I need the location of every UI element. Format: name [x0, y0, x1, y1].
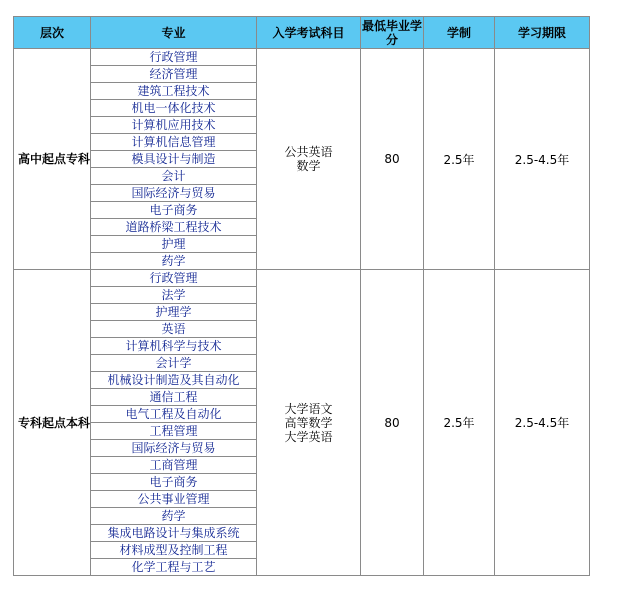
major-item: 法学	[91, 287, 256, 304]
level-cell: 专科起点本科	[14, 270, 91, 576]
header-row	[14, 17, 590, 49]
header-exam-subjects: 入学考试科目	[257, 17, 361, 49]
major-item: 机械设计制造及其自动化	[91, 372, 256, 389]
major-item: 英语	[91, 321, 256, 338]
duration-cell: 2.5年	[424, 270, 495, 576]
major-item: 化学工程与工艺	[131, 560, 216, 574]
major-item: 经济管理	[91, 66, 256, 83]
major-item: 国际经济与贸易	[91, 185, 256, 202]
min-credits-cell: 80	[361, 49, 424, 270]
major-item: 工商管理	[91, 457, 256, 474]
header-major: 专业	[91, 17, 257, 49]
major-item: 通信工程	[91, 389, 256, 406]
major-item: 材料成型及控制工程	[91, 542, 256, 559]
major-item: 电子商务	[91, 202, 256, 219]
majors-list	[91, 49, 256, 269]
major-item: 道路桥梁工程技术	[91, 219, 256, 236]
header-level: 层次	[14, 17, 91, 49]
duration-cell: 2.5年	[424, 49, 495, 270]
level-cell: 高中起点专科	[14, 49, 91, 270]
exam-subjects-cell	[257, 270, 361, 576]
majors-cell	[91, 49, 257, 270]
major-item: 护理学	[91, 304, 256, 321]
major-item: 电气工程及自动化	[91, 406, 256, 423]
major-item: 公共事业管理	[91, 491, 256, 508]
majors-list	[91, 270, 256, 575]
major-item: 会计学	[91, 355, 256, 372]
min-credits-cell: 80	[361, 270, 424, 576]
group-row	[14, 49, 590, 270]
major-item: 行政管理	[91, 49, 256, 66]
major-item: 护理	[91, 236, 256, 253]
major-item: 计算机科学与技术	[91, 338, 256, 355]
major-item: 药学	[161, 254, 186, 268]
major-item: 建筑工程技术	[91, 83, 256, 100]
study-period-cell: 2.5-4.5年	[495, 270, 590, 576]
major-item: 集成电路设计与集成系统	[91, 525, 256, 542]
program-table	[13, 16, 590, 576]
group-row	[14, 270, 590, 576]
major-item: 会计	[91, 168, 256, 185]
major-item: 行政管理	[91, 270, 256, 287]
major-item: 计算机信息管理	[91, 134, 256, 151]
major-item: 电子商务	[91, 474, 256, 491]
exam-subject: 大学英语	[284, 429, 333, 444]
exam-subject: 公共英语	[284, 145, 333, 159]
study-period-cell: 2.5-4.5年	[495, 49, 590, 270]
major-item: 模具设计与制造	[91, 151, 256, 168]
major-item: 机电一体化技术	[91, 100, 256, 117]
header-min-credits: 最低毕业学分	[361, 18, 422, 47]
major-item: 计算机应用技术	[91, 117, 256, 134]
exam-subjects-cell	[257, 49, 361, 270]
header-duration: 学制	[424, 17, 495, 49]
exam-subject: 高等数学	[284, 415, 333, 430]
exam-subject: 数学	[296, 159, 321, 173]
major-item: 国际经济与贸易	[91, 440, 256, 457]
header-study-period: 学习期限	[495, 17, 590, 49]
exam-subject: 大学语文	[284, 401, 333, 416]
majors-cell	[91, 270, 257, 576]
major-item: 药学	[91, 508, 256, 525]
major-item: 工程管理	[91, 423, 256, 440]
